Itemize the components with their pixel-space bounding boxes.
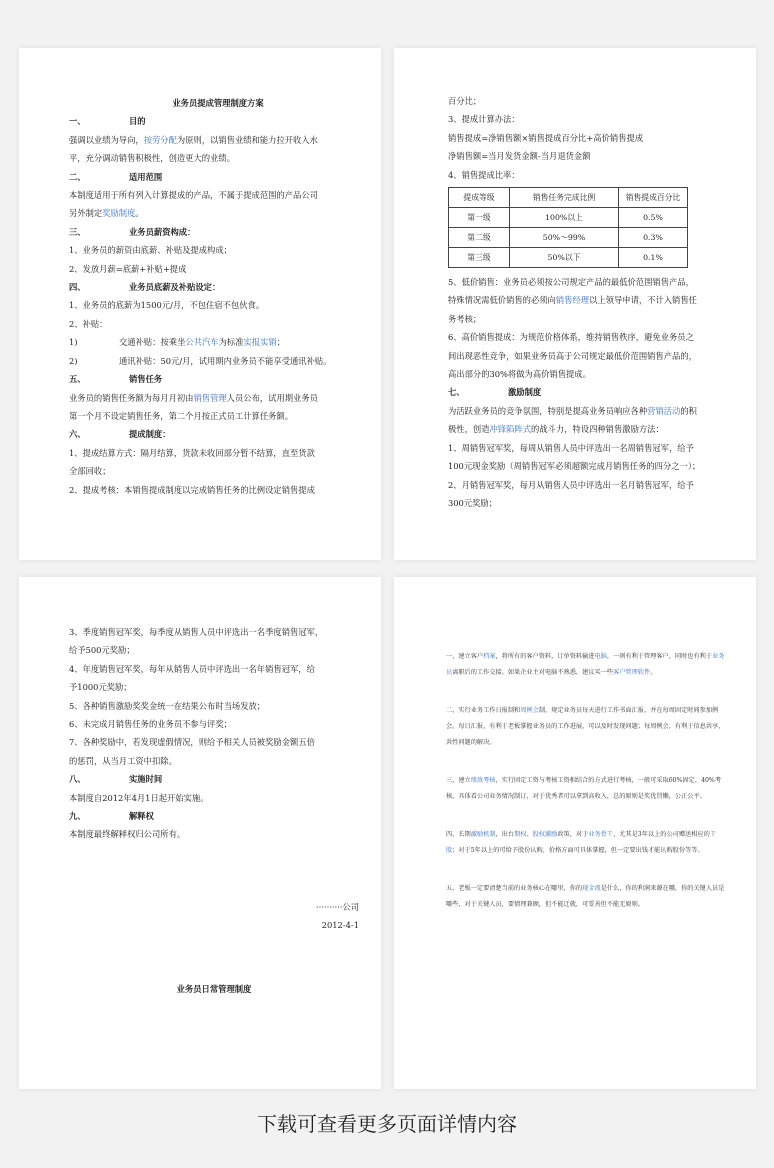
paragraph: 百分比；	[448, 96, 482, 106]
paragraph: 务考核；	[448, 313, 482, 324]
list-item: 1、业务员的底薪为1500元/月，不包住宿不包伙食。	[69, 300, 265, 311]
paragraph-text: 五、老板一定要清楚当前的业务核心在哪里，你的	[446, 885, 583, 892]
paragraph: 平，充分调动销售积极性，创造更大的业绩。	[69, 153, 235, 164]
paragraph: 极性，创造冲锋陷阵式的战斗力，特设四种销售激励方法：	[448, 424, 664, 435]
rich-paragraph	[446, 703, 728, 751]
section-heading-4: 四、 业务员底薪及补贴设定：	[69, 282, 221, 293]
table-cell: 0.3%	[619, 228, 688, 248]
paragraph: 业务员的销售任务额为每月月初由销售管理人员公布，试用期业务员	[69, 392, 318, 403]
paragraph: 本制度适用于所有列入计算提成的产品，不属于提成范围的产品公司	[69, 190, 318, 201]
paragraph: 间出现恶性竞争，如果业务员高于公司规定最低价范围销售产品的，	[448, 350, 697, 361]
table-cell: 50%～99%	[510, 228, 619, 248]
keyword-link[interactable]: 现金流	[582, 885, 601, 892]
keyword-link[interactable]: 公共汽车	[185, 337, 219, 348]
paragraph: 予1000元奖励；	[69, 682, 132, 693]
list-item: 6、高价销售提成：为规范价格体系，维持销售秩序，避免业务员之	[448, 332, 694, 343]
paragraph-text: 三、建立	[446, 777, 471, 784]
paragraph-text: 离职后的工作交接。如果企业主对电脑不熟悉，建议买一些	[452, 669, 614, 676]
paragraph: 高出部分的30%将做为高价销售提成。	[448, 369, 591, 380]
table-row	[449, 228, 688, 248]
paragraph-text: 二、实行业务工作日报制和	[446, 707, 521, 714]
table-header: 提成等级	[449, 188, 510, 208]
list-item: 2、提成考核：本销售提成制度以完成销售任务的比例设定销售提成	[69, 484, 315, 495]
table-cell: 第二级	[449, 228, 510, 248]
keyword-link[interactable]: 客户管理软件	[613, 669, 651, 676]
paragraph: 为活跃业务员的竞争氛围，特别是提高业务员响应各种营销活动的积	[448, 405, 697, 416]
keyword-link[interactable]: 电脑	[594, 653, 607, 660]
section-heading-6: 六、 提成制度：	[69, 429, 171, 440]
paragraph: 的惩罚，从当月工资中扣除。	[69, 755, 177, 766]
paragraph: 100元现金奖励（周销售冠军必须超额完成月销售任务的四分之一）；	[448, 461, 701, 472]
keyword-link[interactable]: 业务骨干	[588, 831, 614, 838]
rich-paragraph	[446, 827, 728, 859]
rich-paragraph	[446, 649, 728, 681]
rich-paragraph	[446, 881, 728, 913]
paragraph: 300元奖励；	[448, 497, 498, 508]
section-heading-2: 二、 适用范围	[69, 171, 163, 182]
list-item: 1、业务员的薪资由底薪、补贴及提成构成；	[69, 245, 232, 256]
paragraph-text: ，实行固定工资与考核工资相结合的方式进行考核，一般可采取60%固定，40%考核，具体看公司业务情况制订，对于优秀者可以拿到高收入，总的原则是奖优罚懒，公正公平。	[446, 777, 722, 800]
paragraph: 特殊情况需低价销售的必须向销售经理以上领导申请，不计入销售任	[448, 295, 697, 306]
paragraph-text: ；对于5年以上的可给予股份认购，价格方面可具体掌握，但一定要出钱才能认购股份等等。	[452, 847, 704, 854]
formula: 销售提成=净销售额×销售提成百分比+高价销售提成	[448, 132, 644, 143]
formula: 净销售额=当月发货金额-当月退货金额	[448, 151, 591, 162]
list-item: 3、季度销售冠军奖，每季度从销售人员中评选出一名季度销售冠军，	[69, 627, 324, 637]
section-heading-7: 七、 激励制度	[448, 387, 542, 398]
company-signature: ··········公司	[316, 901, 359, 912]
document-page-4	[394, 577, 756, 1089]
doc-title: 业务员提成管理制度方案	[172, 98, 264, 108]
list-item: 1、提成结算方式：隔月结算，货款未收回部分暂不结算，直至货款	[69, 447, 315, 458]
list-item: 4、销售提成比率：	[448, 169, 520, 180]
keyword-link[interactable]: 销售管理	[193, 392, 227, 403]
keyword-link[interactable]: 档案	[483, 653, 496, 660]
paragraph: 给予500元奖励；	[69, 645, 135, 656]
list-item: 1) 交通补贴：按乘坐公共汽车为标准实报实销；	[69, 337, 286, 348]
table-cell: 第一级	[449, 208, 510, 228]
paragraph: 本制度最终解释权归公司所有。	[69, 829, 186, 840]
paragraph-text: 。	[650, 669, 657, 676]
section-heading-5: 五、 销售任务	[69, 374, 163, 385]
table-cell: 0.5%	[619, 208, 688, 228]
table-header: 销售提成百分比	[619, 188, 688, 208]
keyword-link[interactable]: 营销活动	[647, 405, 681, 416]
paragraph-text: ，将所有的客户资料，订单资料输进	[495, 653, 595, 660]
paragraph-text: 、	[526, 831, 533, 838]
keyword-link[interactable]: 冲锋陷阵式	[489, 424, 531, 435]
list-item: 2、发放月薪=底薪+补贴+提成	[69, 263, 187, 274]
paragraph-text: ，一则有利于管理客户，同时也有利于	[606, 653, 713, 660]
table-header: 销售任务完成比例	[510, 188, 619, 208]
table-cell: 100%以上	[510, 208, 619, 228]
next-doc-title: 业务员日常管理制度	[176, 983, 252, 994]
list-item: 2、补贴：	[69, 318, 108, 329]
list-item: 全部回收；	[69, 466, 111, 477]
keyword-link[interactable]: 奖励制度	[102, 208, 136, 219]
table-cell: 第三级	[449, 248, 510, 268]
document-page-2	[394, 48, 756, 560]
table-cell: 0.1%	[619, 248, 688, 268]
section-heading-1: 一、 目的	[69, 116, 146, 127]
list-item: 5、各种销售激励奖奖金统一在结果公布时当场发放；	[69, 700, 266, 711]
table-header-row	[449, 188, 688, 208]
list-item: 7、各种奖励中，若发现虚假情况，则给予相关人员被奖励金额五倍	[69, 737, 315, 748]
table-row	[449, 208, 688, 228]
paragraph-text: ，出台	[495, 831, 515, 838]
list-item: 2、月销售冠军奖，每月从销售人员中评选出一名月销售冠军，给予	[448, 479, 694, 490]
list-item: 4、年度销售冠军奖，每年从销售人员中评选出一名年销售冠军，给	[69, 663, 315, 674]
section-heading-9: 九、 解释权	[69, 811, 154, 822]
keyword-link[interactable]: 业务员	[446, 653, 725, 676]
list-item: 1、周销售冠军奖，每周从销售人员中评选出一名周销售冠军，给予	[448, 442, 694, 453]
list-item: 3、提成计算办法：	[448, 114, 520, 125]
paragraph: 第一个月不设定销售任务，第二个月按正式员工计算任务额。	[69, 410, 294, 421]
paragraph: 另外制定奖励制度。	[69, 208, 144, 219]
keyword-link[interactable]: 绩效考核	[470, 777, 496, 784]
table-cell: 50%以下	[510, 248, 619, 268]
keyword-link[interactable]: 期权	[514, 831, 527, 838]
keyword-link[interactable]: 干股	[446, 831, 716, 854]
paragraph-text: 是什么，你的利润来源在哪，你的关键人员是哪些，对于关键人员，要情理兼顾，但不能迁就，可妥善但不能无原则。	[446, 885, 725, 908]
keyword-link[interactable]: 销售经理	[555, 295, 590, 306]
keyword-link[interactable]: 周例会	[520, 707, 539, 714]
keyword-link[interactable]: 实报实销	[243, 337, 277, 348]
paragraph-text: 四、长期	[446, 831, 471, 838]
list-item: 6、未完成月销售任务的业务员不参与评奖；	[69, 719, 232, 730]
table-row	[449, 248, 688, 268]
keyword-link[interactable]: 激励机制	[470, 831, 496, 838]
paragraph-text: ，尤其是3年以上的公司赠送相应的	[613, 831, 710, 838]
paragraph: 强调以业绩为导向，按劳分配为原则，以销售业绩和能力拉开收入水	[69, 134, 318, 145]
list-item: 5、低价销售：业务员必须按公司规定产品的最低价范围销售产品，	[448, 277, 694, 288]
paragraph: 本制度自2012年4月1日起开始实施。	[69, 792, 209, 803]
commission-rate-table	[448, 187, 688, 268]
section-heading-3: 三、 业务员薪资构成：	[69, 226, 196, 237]
section-heading-8: 八、 实施时间	[69, 774, 163, 785]
keyword-link[interactable]: 股权激励	[532, 831, 558, 838]
signature-date: 2012-4-1	[321, 919, 359, 930]
paragraph-text: 一、建立客户	[446, 653, 484, 660]
paragraph-text: 政策，对于	[557, 831, 589, 838]
list-item: 2) 通讯补贴：50元/月，试用期内业务员不能享受通讯补贴。	[69, 355, 332, 366]
keyword-link[interactable]: 按劳分配	[143, 134, 177, 145]
footer-caption: 下载可查看更多页面详情内容	[257, 1112, 517, 1136]
document-page-1	[19, 48, 381, 560]
document-page-3	[19, 577, 381, 1089]
rich-paragraph	[446, 773, 728, 805]
paragraph-text: 制，规定业务员每天进行工作书面汇报，并在每周固定时间参加例会。每日汇报，有利于老板掌握业务员的工作进展，可以及时发现问题；每周例会，有利于信息共享，共性问题的解决。	[446, 707, 725, 746]
